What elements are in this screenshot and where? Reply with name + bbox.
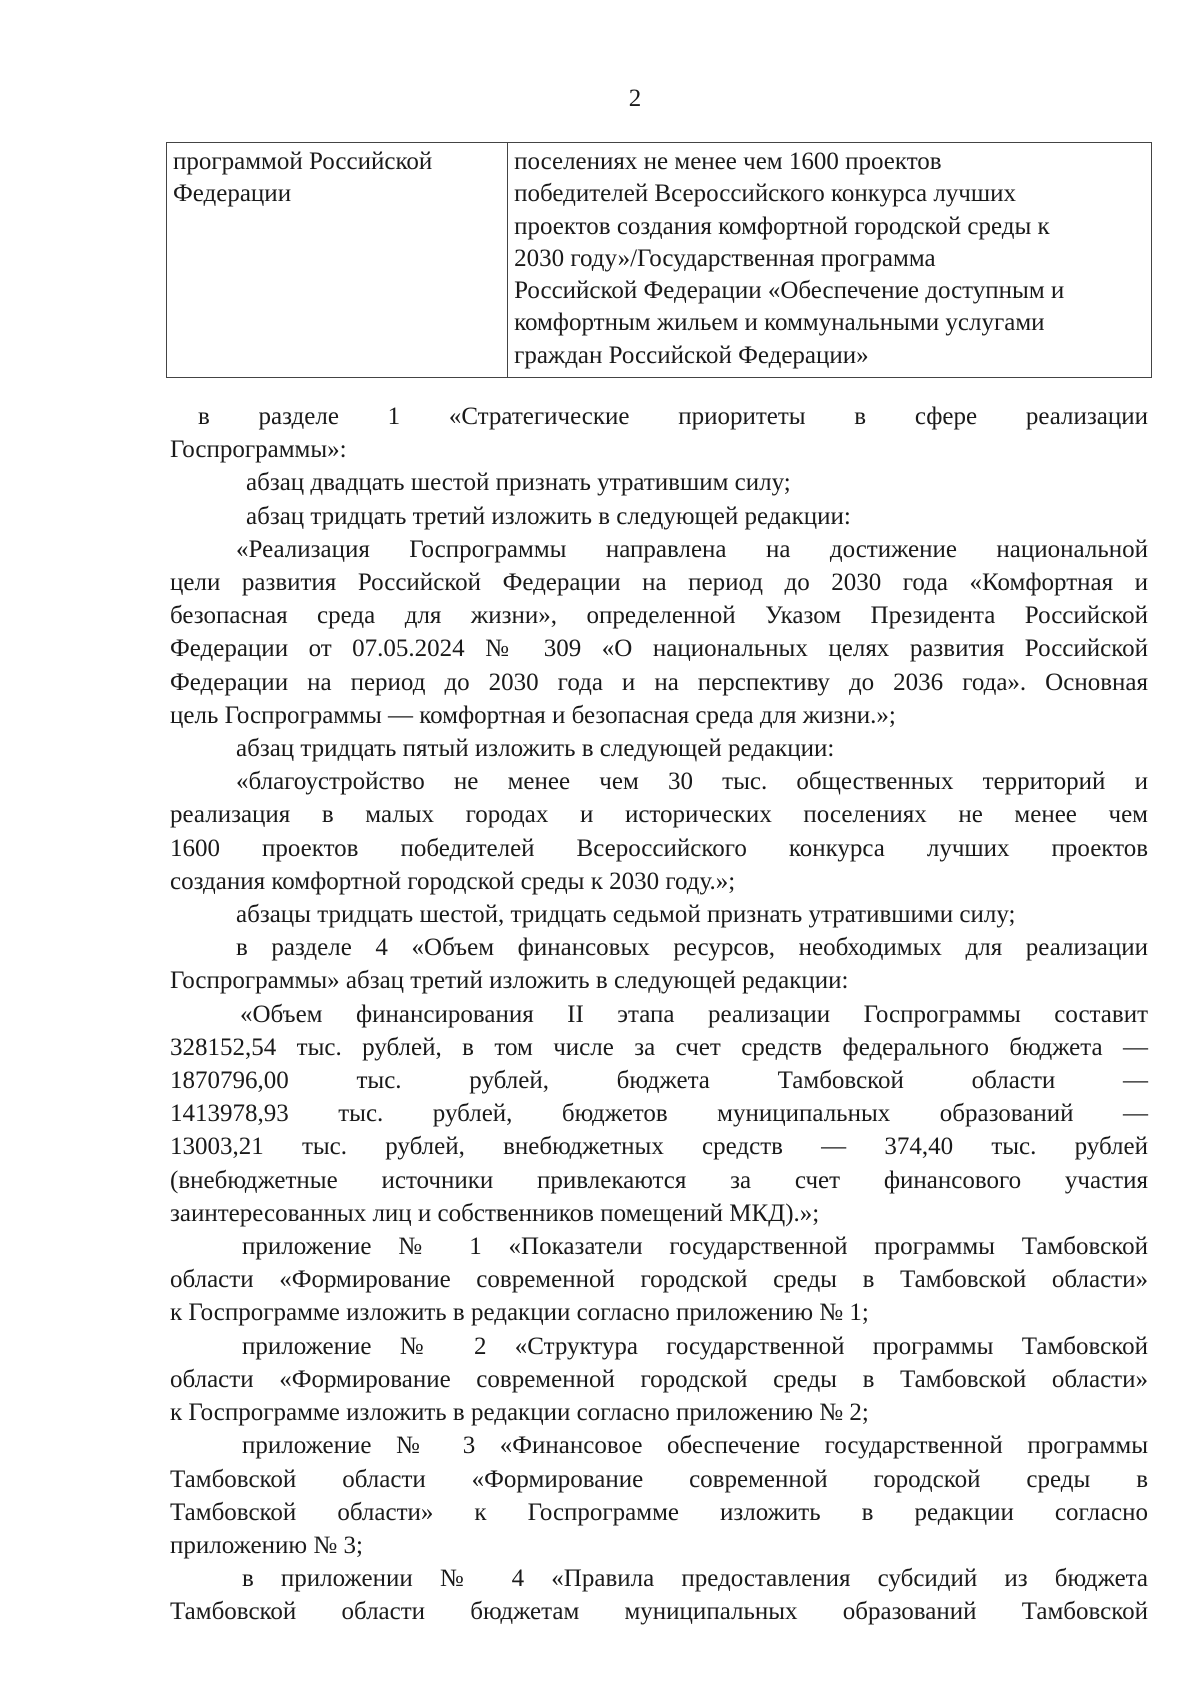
- table-cell-right: [508, 143, 1152, 378]
- paragraph-line: в разделе 1 «Стратегические приоритеты в сфере реализации: [198, 403, 1148, 430]
- document-body: [170, 400, 1148, 1629]
- paragraph-line: Тамбовской области бюджетам муниципальных образований Тамбовской: [170, 1598, 1148, 1626]
- table-right-line: поселениях не менее чем 1600 проектов: [514, 148, 942, 175]
- paragraph: [170, 898, 1148, 931]
- paragraph-line: реализация в малых городах и исторических поселениях не менее чем: [170, 801, 1148, 829]
- paragraph: [170, 732, 1148, 765]
- paragraph-line: безопасная среда для жизни», определенной Указом Президента Российской: [170, 602, 1148, 630]
- paragraph-line: приложение № 1 «Показатели государственной программы Тамбовской: [242, 1233, 1148, 1261]
- paragraph-line: абзац тридцать третий изложить в следующей редакции:: [246, 502, 851, 530]
- paragraph-line: к Госпрограмме изложить в редакции согласно приложению № 2;: [170, 1399, 869, 1427]
- continuation-table: [166, 142, 1152, 378]
- paragraph-line: 1600 проектов победителей Всероссийского конкурса лучших проектов: [170, 834, 1148, 862]
- paragraph: [170, 765, 1148, 898]
- paragraph-line: цель Госпрограммы — комфортная и безопасная среда для жизни.»;: [170, 701, 896, 729]
- paragraph: [170, 466, 1148, 499]
- paragraph-line: Федерации на период до 2030 года и на перспективу до 2036 года». Основная: [170, 668, 1148, 696]
- paragraph-line: приложение № 3 «Финансовое обеспечение государственной программы: [242, 1432, 1148, 1460]
- paragraph-line: 13003,21 тыс. рублей, внебюджетных средств — 374,40 тыс. рублей: [170, 1133, 1148, 1161]
- paragraph-line: области «Формирование современной городской среды в Тамбовской области»: [170, 1266, 1148, 1294]
- paragraph-line: «Реализация Госпрограммы направлена на достижение национальной: [236, 535, 1148, 563]
- paragraph: [170, 931, 1148, 997]
- table-right-line: 2030 году»/Государственная программа: [514, 244, 936, 272]
- paragraph-line: 1413978,93 тыс. рублей, бюджетов муниципальных образований —: [170, 1100, 1148, 1128]
- paragraph-line: абзац двадцать шестой признать утратившим силу;: [246, 469, 791, 497]
- paragraph-line: заинтересованных лиц и собственников помещений МКД).»;: [170, 1199, 820, 1227]
- paragraph-line: Тамбовской области» к Госпрограмме изложить в редакции согласно: [170, 1498, 1148, 1526]
- paragraph-line: приложению № 3;: [170, 1531, 363, 1559]
- table-left-line: программой Российской: [173, 148, 433, 175]
- paragraph-line: Тамбовской области «Формирование современной городской среды в: [170, 1465, 1148, 1493]
- paragraph-line: «благоустройство не менее чем 30 тыс. общественных территорий и: [236, 768, 1148, 796]
- paragraph-line: цели развития Российской Федерации на период до 2030 года «Комфортная и: [170, 569, 1148, 597]
- paragraph: [170, 1330, 1148, 1430]
- paragraph: [170, 998, 1148, 1230]
- paragraph-line: «Объем финансирования II этапа реализации Госпрограммы составит: [240, 1000, 1148, 1028]
- paragraph: [170, 500, 1148, 533]
- paragraph-line: к Госпрограмме изложить в редакции согласно приложению № 1;: [170, 1299, 869, 1327]
- page-number: 2: [628, 85, 642, 112]
- paragraph-line: Федерации от 07.05.2024 № 309 «О национальных целях развития Российской: [170, 635, 1148, 663]
- paragraph-line: (внебюджетные источники привлекаются за счет финансового участия: [170, 1166, 1148, 1194]
- table-right-line: граждан Российской Федерации»: [514, 341, 869, 369]
- table-right-line: Российской Федерации «Обеспечение доступным и: [514, 277, 1065, 305]
- paragraph: [170, 1562, 1148, 1628]
- paragraph-line: в приложении № 4 «Правила предоставления субсидий из бюджета: [242, 1565, 1148, 1593]
- table-cell-left: [167, 143, 508, 378]
- table-right-line: проектов создания комфортной городской среды к: [514, 212, 1050, 240]
- paragraph: [170, 1230, 1148, 1330]
- paragraph: [170, 400, 1148, 466]
- paragraph-line: 328152,54 тыс. рублей, в том числе за счет средств федерального бюджета —: [170, 1033, 1148, 1061]
- paragraph-line: 1870796,00 тыс. рублей, бюджета Тамбовской области —: [170, 1067, 1148, 1095]
- paragraph-line: Госпрограммы» абзац третий изложить в следующей редакции:: [170, 967, 849, 995]
- table-row: [167, 143, 1152, 378]
- paragraph: [170, 533, 1148, 732]
- paragraph-line: абзацы тридцать шестой, тридцать седьмой признать утратившими силу;: [236, 901, 1016, 929]
- table-right-line: победителей Всероссийского конкурса лучших: [514, 180, 1017, 208]
- paragraph-line: Госпрограммы»:: [170, 436, 347, 464]
- paragraph: [170, 1429, 1148, 1562]
- paragraph-line: в разделе 4 «Объем финансовых ресурсов, необходимых для реализации: [236, 934, 1148, 962]
- table-left-line: Федерации: [173, 180, 292, 208]
- paragraph-line: области «Формирование современной городской среды в Тамбовской области»: [170, 1365, 1148, 1393]
- paragraph-line: абзац тридцать пятый изложить в следующей редакции:: [236, 735, 835, 763]
- paragraph-line: создания комфортной городской среды к 2030 году.»;: [170, 867, 736, 895]
- paragraph-line: приложение № 2 «Структура государственной программы Тамбовской: [242, 1332, 1148, 1360]
- table-right-line: комфортным жильем и коммунальными услугами: [514, 309, 1045, 337]
